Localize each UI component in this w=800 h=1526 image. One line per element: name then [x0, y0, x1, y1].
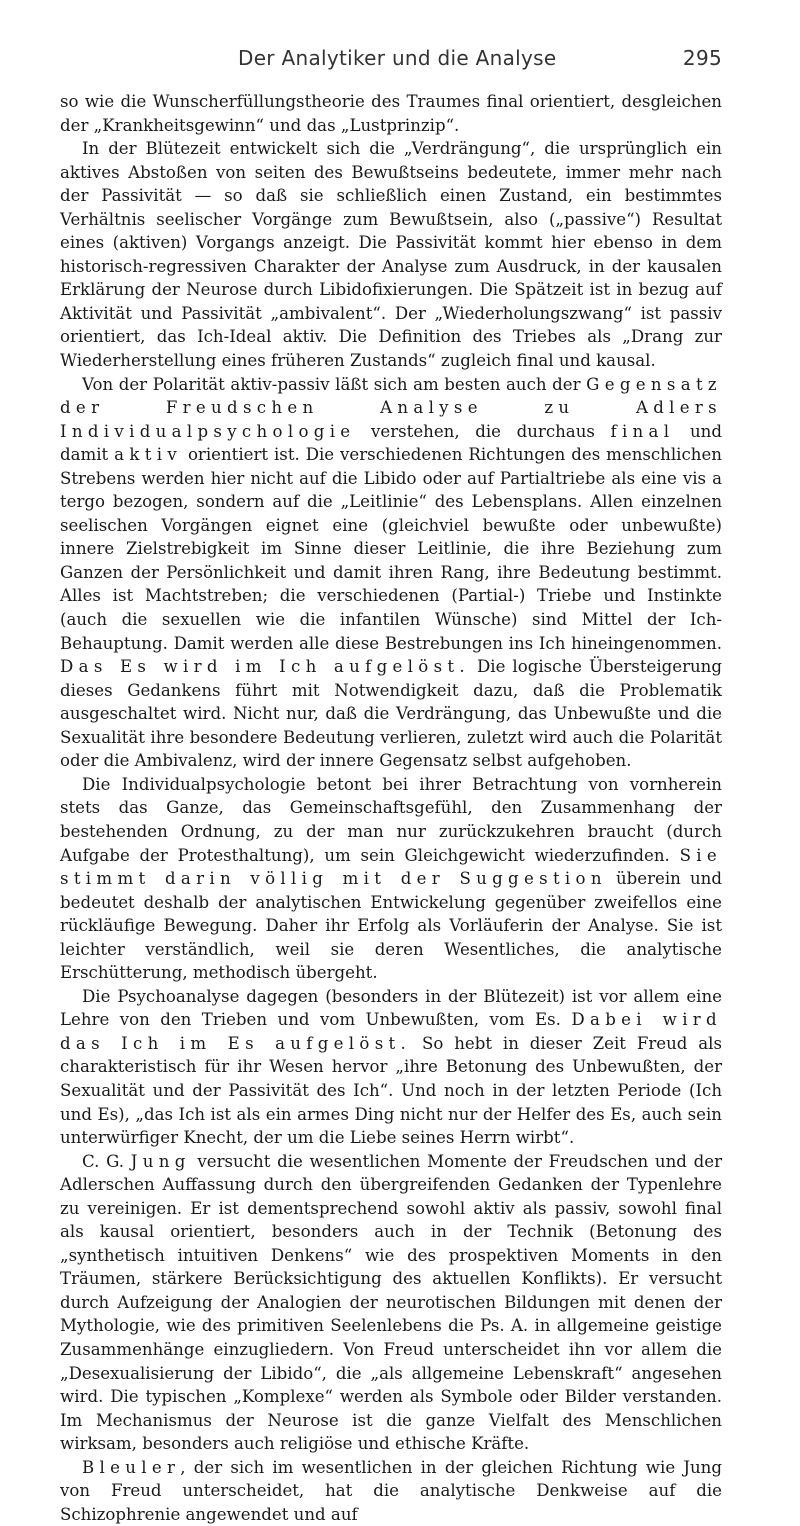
text-segment: Die Psychoanalyse dagegen (besonders in der Blütezeit) ist vor allem eine Lehre von den Trieben und vom Unbewußten, vom Es.: [60, 986, 722, 1030]
emphasized-text: Bleuler: [82, 1457, 181, 1477]
paragraph: [60, 773, 722, 985]
text-segment: So hebt in dieser Zeit Freud als charakteristisch für ihr Wesen hervor „ihre Betonung des Unbewußten, der Sexualität und der Passivität des Ich“. Und noch in der letzten Periode (Ich und Es), „das Ich ist als ein armes Ding nicht nur der Helfer des Es, auch sein unterwürfiger Knecht, der um die Liebe seines Herrn wirbt“.: [60, 1033, 722, 1148]
text-segment: verstehen, die durchaus: [355, 421, 611, 441]
emphasized-text: Das Es wird im Ich aufgelöst.: [60, 657, 470, 677]
text-segment: In der Blütezeit entwickelt sich die „Verdrängung“, die ursprünglich ein aktives Abstoßen von seiten des Bewußtseins bedeutete, immer mehr nach der Passivität — so daß sie schließlich einen Zustand, ein bestimmtes Verhältnis seelischer Vorgänge zum Bewußtsein, also („passive“) Resultat eines (aktiven) Vorgangs anzeigt. Die Passivität kommt hier ebenso in dem historisch-regressiven Charakter der Analyse zum Ausdruck, in der kausalen Erklärung der Neurose durch Libidofixierungen. Die Spätzeit ist in bezug auf Aktivität und Passivität „ambivalent“. Der „Wiederholungszwang“ ist passiv orientiert, das Ich-Ideal aktiv. Die Definition des Triebes als „Drang zur Wiederherstellung eines früheren Zustands“ zugleich final und kausal.: [60, 139, 722, 371]
book-page: [60, 0, 722, 1526]
text-segment: so wie die Wunscherfüllungstheorie des Traumes final orientiert, desgleichen der „Krankheitsgewinn“ und das „Lustprinzip“.: [60, 92, 722, 135]
text-segment: überein und bedeutet deshalb der analytischen Entwickelung gegenüber zweifellos eine rückläufige Bewegung. Daher ihr Erfolg als Vorläuferin der Analyse. Sie ist leichter verständlich, weil sie deren Wesentliches, die analytische Erschütterung, methodisch übergeht.: [60, 869, 722, 983]
paragraph: [60, 137, 722, 372]
emphasized-text: aktiv: [114, 445, 183, 465]
text-segment: und damit: [60, 421, 722, 465]
paragraph: [60, 373, 722, 773]
text-segment: C. G.: [82, 1151, 131, 1171]
text-segment: , der sich im wesentlichen in der gleichen Richtung wie Jung von Freud unterscheidet, hat die analytische Denkweise auf die Schizophrenie angewendet und auf: [60, 1457, 722, 1524]
page-number: 295: [682, 46, 722, 70]
running-head: [60, 46, 722, 76]
text-segment: Die Individualpsychologie betont bei ihrer Betrachtung von vornherein stets das Ganze, das Gemeinschaftsgefühl, den Zusammenhang der bestehenden Ordnung, zu der man nur zurückzukehren braucht (durch Aufgabe der Protesthaltung), um sein Gleichgewicht wiederzufinden.: [60, 774, 722, 865]
paragraph: [60, 90, 722, 137]
emphasized-text: Dabei wird das Ich im Es aufgelöst.: [60, 1010, 722, 1053]
text-segment: Die logische Übersteigerung dieses Gedankens führt mit Notwendigkeit dazu, daß die Problematik ausgeschaltet wird. Nicht nur, daß die Verdrängung, das Unbewußte und die Sexualität ihre besondere Bedeutung verlieren, zuletzt wird auch die Polarität oder die Ambivalenz, wird der innere Gegensatz selbst aufgehoben.: [60, 657, 722, 771]
emphasized-text: Gegensatz der Freudschen Analyse zu Adlers Individualpsychologie: [60, 374, 722, 441]
text-segment: orientiert ist. Die verschiedenen Richtungen des menschlichen Strebens werden hier nicht auf die Libido oder auf Partialtriebe als eine vis a tergo bezogen, sondern auf die „Leitlinie“ des Lebensplans. Allen einzelnen seelischen Vorgängen eignet eine (gleichviel bewußte oder unbewußte) innere Zielstrebigkeit im Sinne dieser Leitlinie, die ihre Beziehung zum Ganzen der Persönlichkeit und damit ihren Rang, ihre Bedeutung bestimmt. Alles ist Machtstreben; die verschiedenen (Partial-) Triebe und Instinkte (auch die sexuellen wie die infantilen Wünsche) sind Mittel der Ich-Behauptung. Damit werden alle diese Bestrebungen ins Ich hineingenommen.: [60, 445, 722, 653]
paragraph: [60, 1456, 722, 1526]
text-segment: Von der Polarität aktiv-passiv läßt sich am besten auch der: [82, 374, 587, 394]
emphasized-text: final: [610, 421, 675, 441]
paragraph: [60, 985, 722, 1150]
paragraph: [60, 1150, 722, 1456]
text-segment: versucht die wesentlichen Momente der Freudschen und der Adlerschen Auffassung durch den übergreifenden Gedanken der Typenlehre zu vereinigen. Er ist dementsprechend sowohl aktiv als passiv, sowohl final als kausal orientiert, besonders auch in der Technik (Betonung des „synthetisch intuitiven Denkens“ wie des prospektiven Moments in den Träumen, stärkere Berücksichtigung des aktuellen Konflikts). Er versucht durch Aufzeigung der Analogien der neurotischen Bildungen mit denen der Mythologie, wie des primitiven Seelenlebens die Ps. A. in allgemeine geistige Zusammenhänge einzugliedern. Von Freud unterscheidet ihn vor allem die „Desexualisierung der Libido“, die „als allgemeine Lebenskraft“ angesehen wird. Die typischen „Komplexe“ werden als Symbole oder Bilder verstanden. Im Mechanismus der Neurose ist die ganze Vielfalt des Menschlichen wirksam, besonders auch religiöse und ethische Kräfte.: [60, 1151, 723, 1454]
emphasized-text: Jung: [130, 1151, 191, 1171]
body-text: [60, 90, 722, 1526]
emphasized-text: Sie stimmt darin völlig mit der Suggestion: [60, 845, 722, 889]
running-head-title: Der Analytiker und die Analyse: [238, 46, 557, 70]
